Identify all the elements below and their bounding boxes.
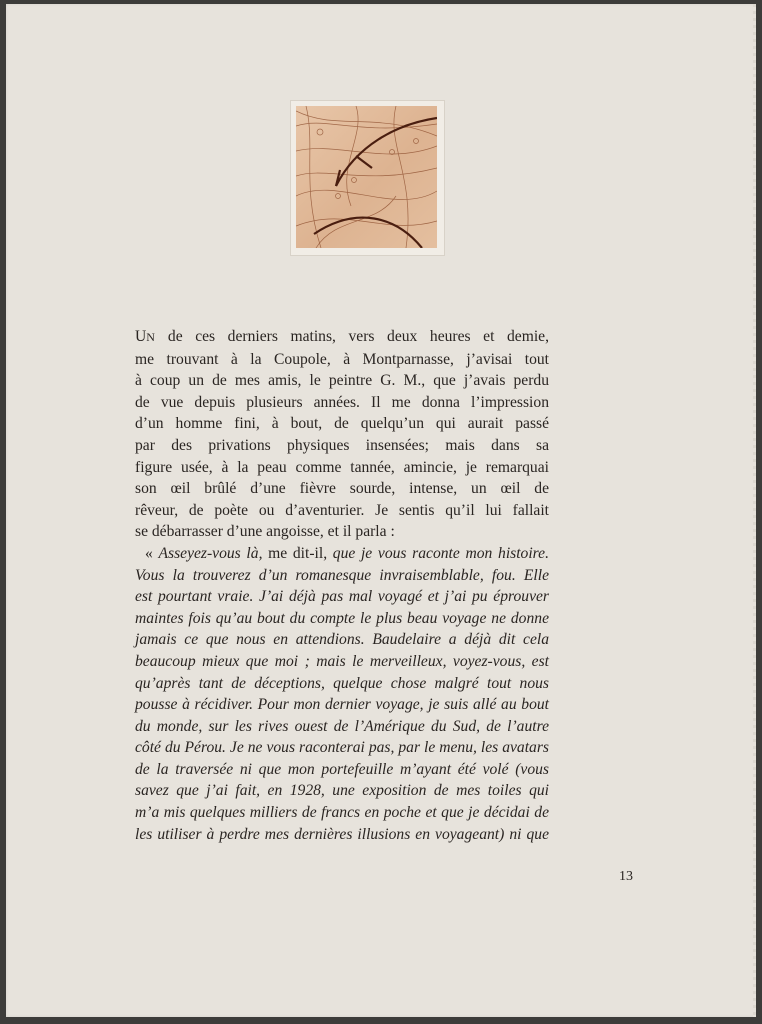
text-line: jamais ce que nous en attendions. Baudelaire a déjà dit cela [135,631,549,649]
text-line: à coup un de mes amis, le peintre G. M., que j’avais perdu [135,372,549,390]
etching-plate [290,100,445,256]
text-line: m’a mis quelques milliers de francs en poche et que je décidai de [135,804,549,822]
text-line: par des privations physiques insensées; mais dans sa [135,436,549,454]
text-fragment: me dit-il, [262,544,333,562]
text-fragment: que je vous raconte mon histoire. [332,544,549,562]
text-line: me trouvant à la Coupole, à Montparnasse, j’avisai tout [135,350,549,368]
text-line: côté du Pérou. Je ne vous raconterai pas, par le menu, les avatars [135,739,549,757]
text-fragment: « [145,544,159,562]
text-line: maintes fois qu’au bout du compte le plus beau voyage ne donne [135,609,549,627]
text-line: son œil brûlé d’une fièvre sourde, intense, un œil de [135,480,549,498]
page-number: 13 [619,869,633,884]
text-fragment: Asseyez-vous là, [158,544,263,562]
text-line: figure usée, à la peau comme tannée, amincie, je remarquai [135,458,549,476]
text-line: savez que j’ai fait, en 1928, une exposition de mes toiles qui [135,782,549,800]
text-line: du monde, sur les rives ouest de l’Amérique du Sud, de l’autre [135,717,549,735]
text-line: se débarrasser d’une angoisse, et il parla : [135,523,395,541]
text-line: Vous la trouverez d’un romanesque invraisemblable, fou. Elle [135,566,549,584]
text-line: de la traversée ni que mon portefeuille m’ayant été volé (vous [135,760,549,778]
text-line: qu’après tant de déceptions, quelque chose malgré tout nous [135,674,549,692]
text-line [135,543,549,565]
text-line: d’un homme fini, à bout, de quelqu’un qui aurait passé [135,415,549,433]
text-line: pousse à récidiver. Pour mon dernier voyage, je suis allé au bout [135,696,549,714]
small-caps-opening: UN [135,328,156,345]
text-line: les utiliser à perdre mes dernières illusions en voyageant) ni que [135,825,549,843]
book-page [6,4,755,1017]
text-line: de vue depuis plusieurs années. Il me donna l’impression [135,393,549,411]
body-text [135,326,549,845]
abstract-etching-icon [296,106,437,248]
etching-drawing [296,106,437,248]
text-line: est pourtant vraie. J’ai déjà pas mal voyagé et j’ai pu éprouver [135,588,549,606]
text-line: rêveur, de poète ou d’aventurier. Je sentis qu’il lui fallait [135,501,549,519]
text-line: beaucoup mieux que moi ; mais le merveilleux, voyez-vous, est [135,652,549,670]
text-line: UN de ces derniers matins, vers deux heures et demie, [135,328,549,345]
